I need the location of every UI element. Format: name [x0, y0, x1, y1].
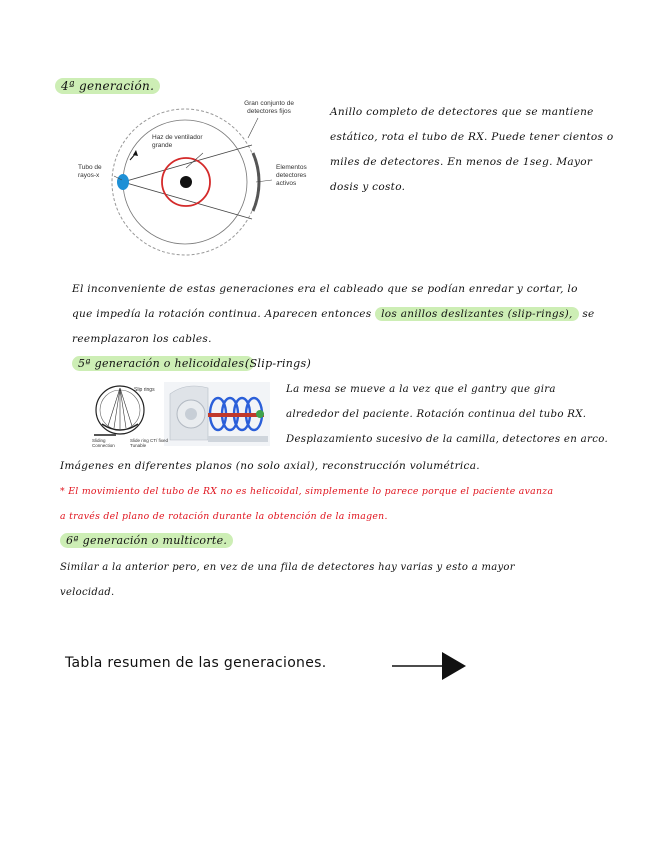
label-fan-beam: Haz de ventilador grande: [152, 134, 203, 149]
heading-gen6: 6ª generación o multicorte.: [60, 533, 233, 548]
heading-gen5: 5ª generación o helicoidales.: [72, 356, 254, 371]
table-summary-title: Tabla resumen de las generaciones.: [65, 655, 327, 671]
label-big-detector-set: Gran conjunto de detectores fijos: [244, 100, 294, 115]
heading-gen4: 4ª generación.: [55, 78, 160, 94]
red-note: * El movimiento del tubo de RX no es helicoidal, simplemente lo parece porque el paciente avanza a través del plano de rotación durante la obtención de la imagen.: [60, 486, 554, 522]
gen4-description: Anillo completo de detectores que se mantiene estático, rota el tubo de RX. Puede tener cientos o miles de detectores. En menos de 1seg. Mayor dosis y costo.: [330, 106, 614, 193]
gen5-figure-svg: [90, 380, 272, 450]
cable-paragraph: El inconveniente de estas generaciones era el cableado que se podían enredar y cortar, lo que impedía la rotación continua. Aparecen entonces los anillos deslizantes (slip-rings), se reemplazaron los cables.: [72, 283, 595, 345]
gen6-description: Similar a la anterior pero, en vez de una fila de detectores hay varias y esto a mayor velocidad.: [60, 562, 515, 598]
label-active-elements: Elementos detectores activos: [276, 164, 307, 187]
heading-gen5-note: (Slip-rings): [245, 357, 312, 370]
label-sliding-connection: Sliding Connection: [92, 438, 115, 448]
label-xray-tube: Tubo de rayos-x: [78, 164, 102, 179]
gen5-description: La mesa se mueve a la vez que el gantry que gira alrededor del paciente. Rotación continua del tubo RX. Desplazamiento sucesivo de la camilla, detectores en arco.: [286, 384, 608, 445]
gen5-figure: [90, 380, 272, 450]
images-line: Imágenes en diferentes planos (no solo axial), reconstrucción volumétrica.: [60, 460, 480, 472]
gen4-diagram: [78, 98, 318, 266]
label-slip-rings: Slip rings: [134, 387, 155, 393]
right-arrow-icon: [392, 650, 468, 682]
label-slide-ring-ct: Slide ring CT/ fixed Tunable: [130, 438, 169, 448]
